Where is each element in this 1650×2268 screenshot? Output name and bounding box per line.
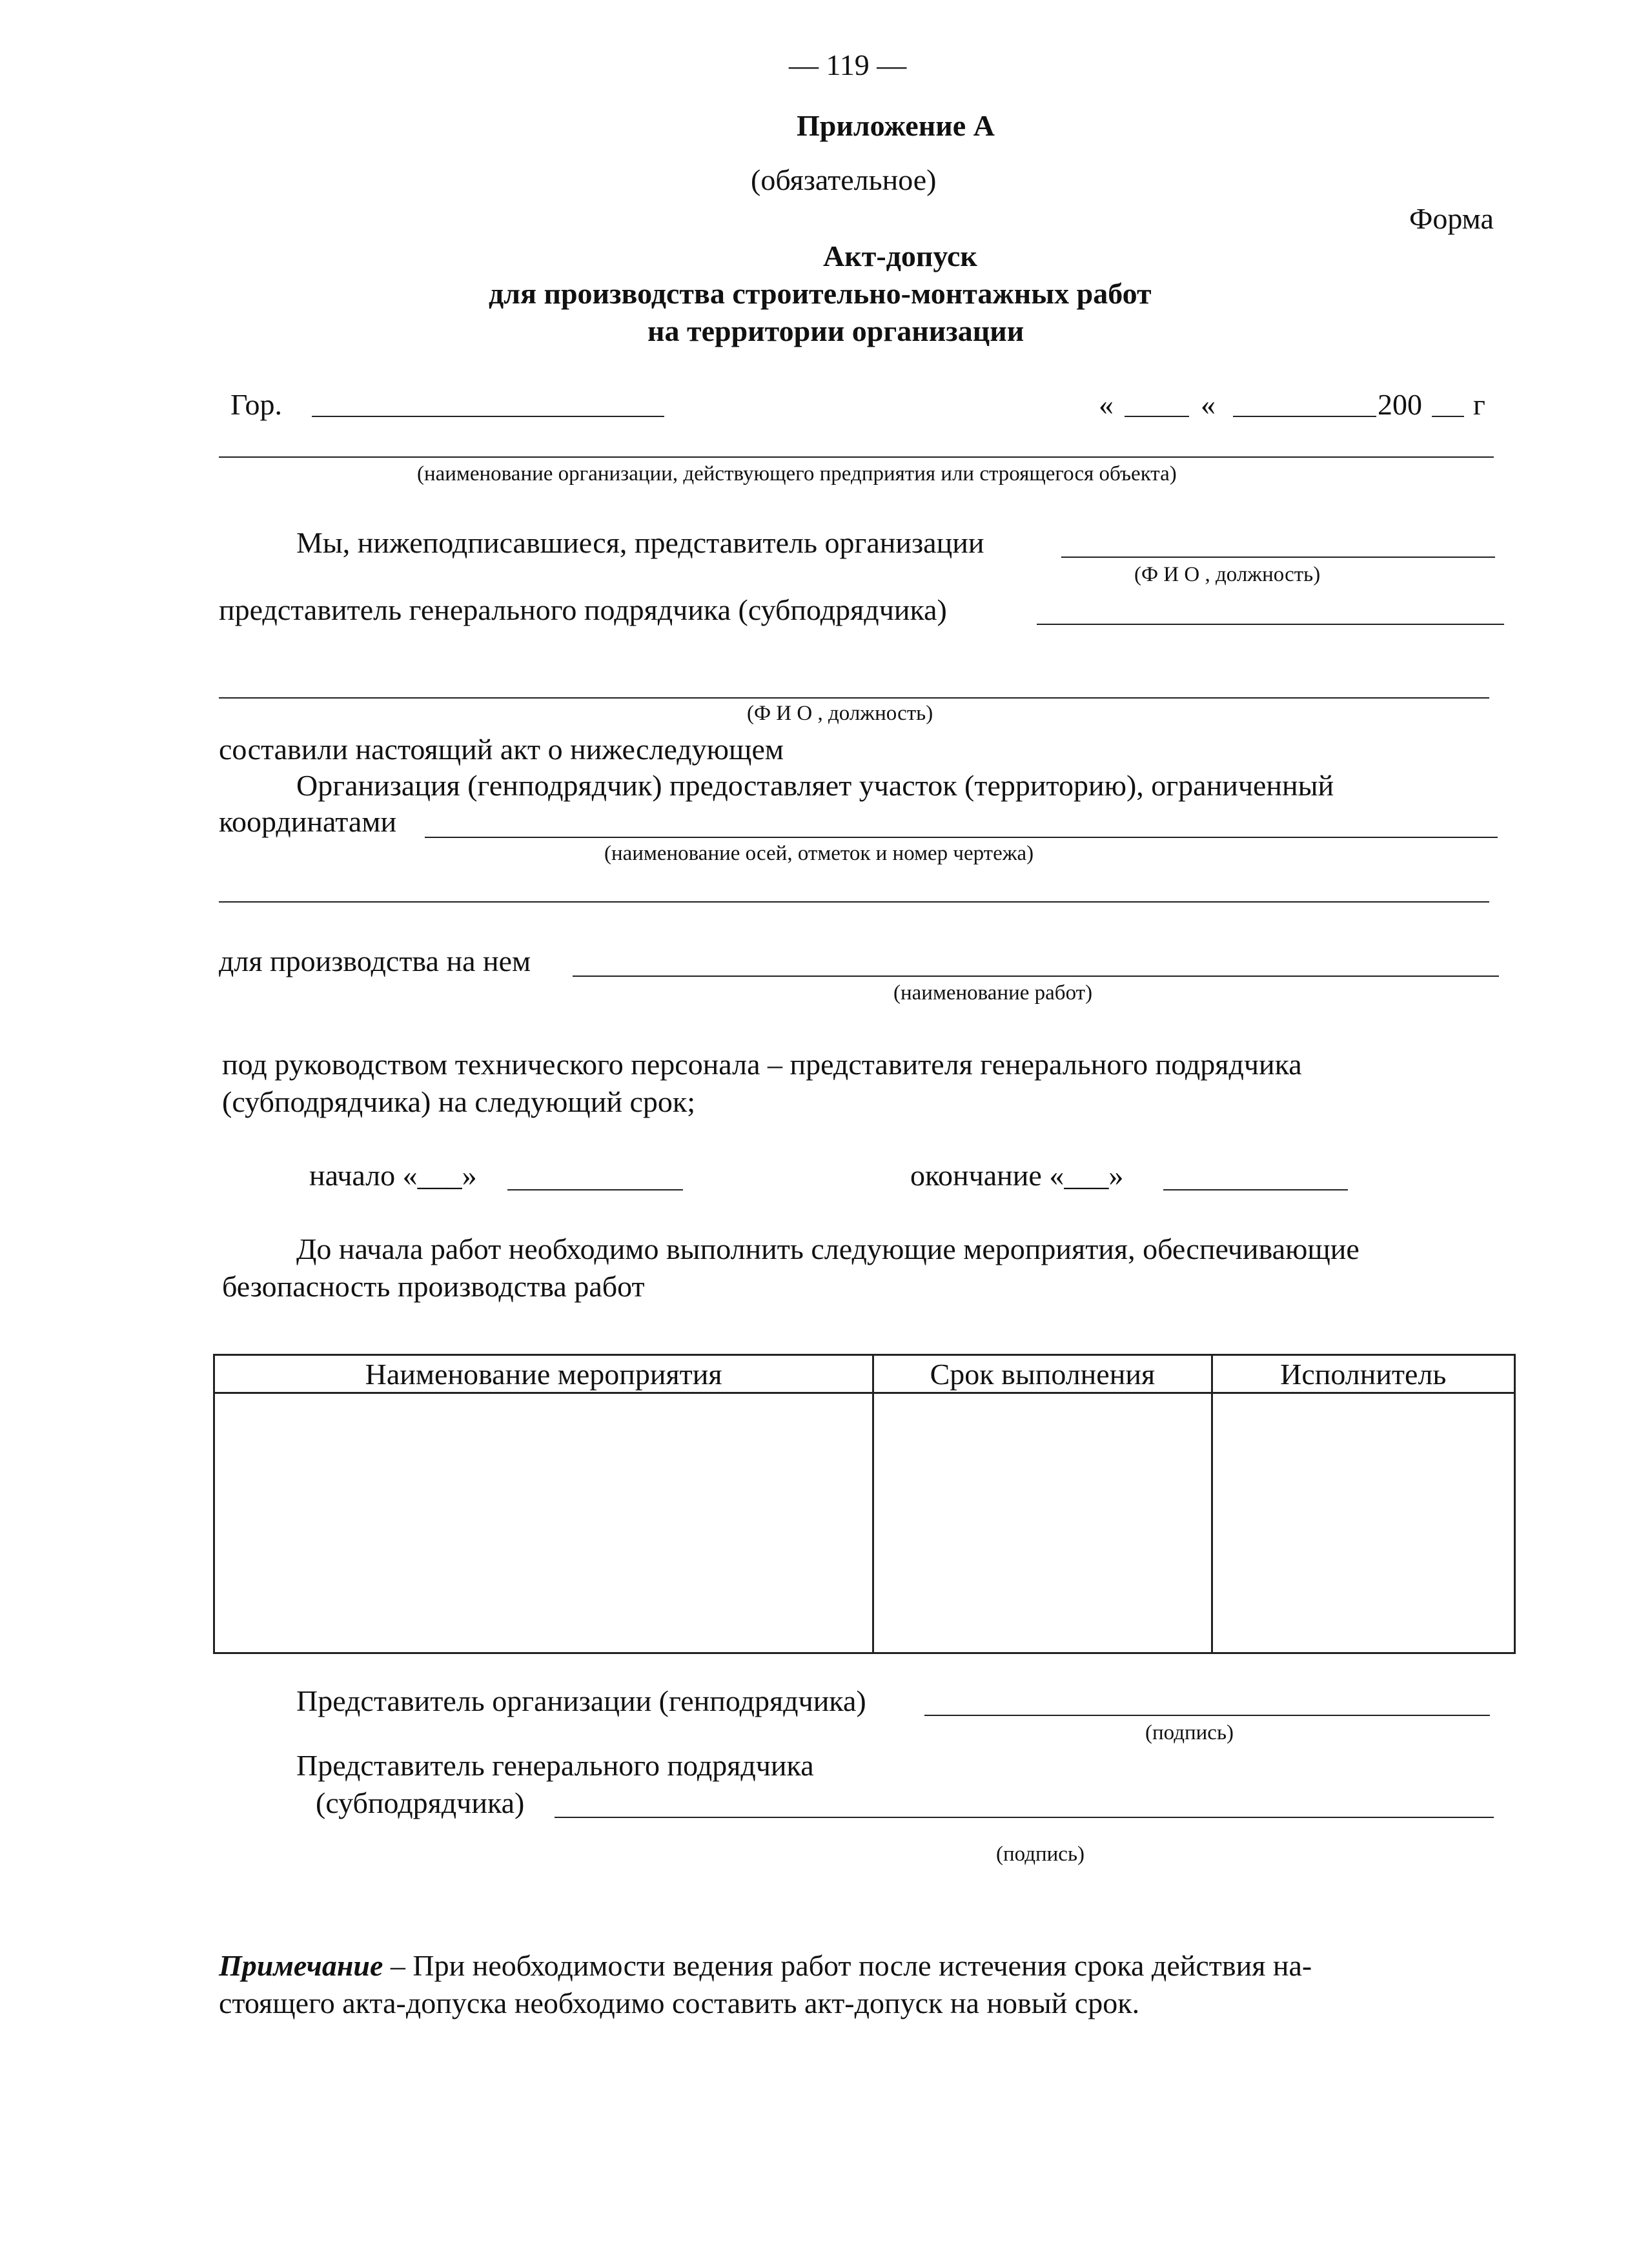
we-signed-text: Мы, нижеподписавшиеся, представитель организации (296, 526, 984, 559)
start-label: начало «___» (309, 1159, 477, 1192)
table-cell-executor[interactable] (1212, 1393, 1515, 1653)
table-cell-measure[interactable] (214, 1393, 873, 1653)
gen-rep-signature-label-2: (субподрядчика) (316, 1786, 525, 1819)
date-day-field[interactable] (1125, 416, 1189, 417)
note-text-1: – При необходимости ведения работ после истечения срока действия на- (383, 1949, 1312, 1982)
coordinates-label: координатами (219, 805, 397, 838)
fio-caption-2: (Ф И О , должность) (747, 702, 933, 725)
fio-caption-1: (Ф И О , должность) (1134, 563, 1321, 586)
for-production-text: для производства на нем (219, 945, 531, 977)
works-caption: (наименование работ) (893, 981, 1093, 1005)
gen-contractor-rep-text: представитель генерального подрядчика (субподрядчика) (219, 593, 947, 626)
date-year-prefix: 200 (1378, 388, 1422, 421)
compiled-text: составили настоящий акт о нижеследующем (219, 733, 784, 766)
end-label: окончание «___» (910, 1159, 1124, 1192)
note-line2: стоящего акта-допуска необходимо составить акт-допуск на новый срок. (219, 1987, 1140, 2019)
table-header-deadline: Срок выполнения (873, 1355, 1212, 1393)
table-row (214, 1393, 1515, 1653)
signature-caption-2: (подпись) (996, 1843, 1085, 1866)
doc-title-line3: на территории организации (647, 314, 1024, 347)
note-line1 (219, 1951, 1312, 1981)
date-year-suffix: г (1473, 388, 1485, 421)
table-header-executor: Исполнитель (1212, 1355, 1515, 1393)
form-label: Форма (1409, 202, 1494, 235)
axes-caption: (наименование осей, отметок и номер чертежа) (604, 842, 1034, 865)
org-rep-signature-field[interactable] (924, 1715, 1490, 1716)
works-field[interactable] (573, 976, 1499, 977)
page-number: — 119 — (789, 48, 907, 81)
before-work-line1: До начала работ необходимо выполнить следующие мероприятия, обеспечивающие (296, 1232, 1360, 1265)
date-year-field[interactable] (1432, 416, 1464, 417)
city-field[interactable] (312, 416, 664, 417)
appendix-status: (обязательное) (751, 163, 937, 196)
doc-title-line1: Акт-допуск (823, 240, 977, 272)
org-rep-field[interactable] (1061, 557, 1495, 558)
date-quote-open-2: « (1201, 388, 1216, 421)
coordinates-field-2[interactable] (219, 901, 1489, 903)
signature-caption-1: (подпись) (1145, 1721, 1234, 1744)
coordinates-field[interactable] (425, 837, 1498, 838)
supervision-line2: (субподрядчика) на следующий срок; (222, 1085, 696, 1118)
organization-caption: (наименование организации, действующего предприятия или строящегося объекта) (417, 462, 1177, 485)
gen-rep-signature-label-1: Представитель генерального подрядчика (296, 1749, 814, 1782)
table-header-measure: Наименование мероприятия (214, 1355, 873, 1393)
measures-table (213, 1354, 1516, 1654)
gen-contractor-rep-field-2[interactable] (219, 697, 1489, 699)
org-rep-signature-label: Представитель организации (генподрядчика) (296, 1684, 866, 1717)
note-label: Примечание (219, 1949, 383, 1982)
city-label: Гор. (230, 388, 283, 421)
organization-field[interactable] (219, 456, 1494, 458)
gen-contractor-rep-field[interactable] (1037, 624, 1504, 625)
date-quote-open-1: « (1099, 388, 1114, 421)
appendix-title: Приложение А (797, 109, 995, 142)
org-provides-text: Организация (генподрядчик) предоставляет участок (территорию), ограниченный (296, 769, 1334, 802)
doc-title-line2: для производства строительно-монтажных работ (489, 277, 1152, 310)
table-cell-deadline[interactable] (873, 1393, 1212, 1653)
supervision-line1: под руководством технического персонала – представителя генерального подрядчика (222, 1048, 1302, 1081)
before-work-line2: безопасность производства работ (222, 1270, 645, 1303)
date-month-field[interactable] (1233, 416, 1376, 417)
end-date-field[interactable] (1163, 1189, 1348, 1190)
table-header-row (214, 1355, 1515, 1393)
gen-rep-signature-field[interactable] (555, 1817, 1494, 1818)
start-date-field[interactable] (507, 1189, 683, 1190)
